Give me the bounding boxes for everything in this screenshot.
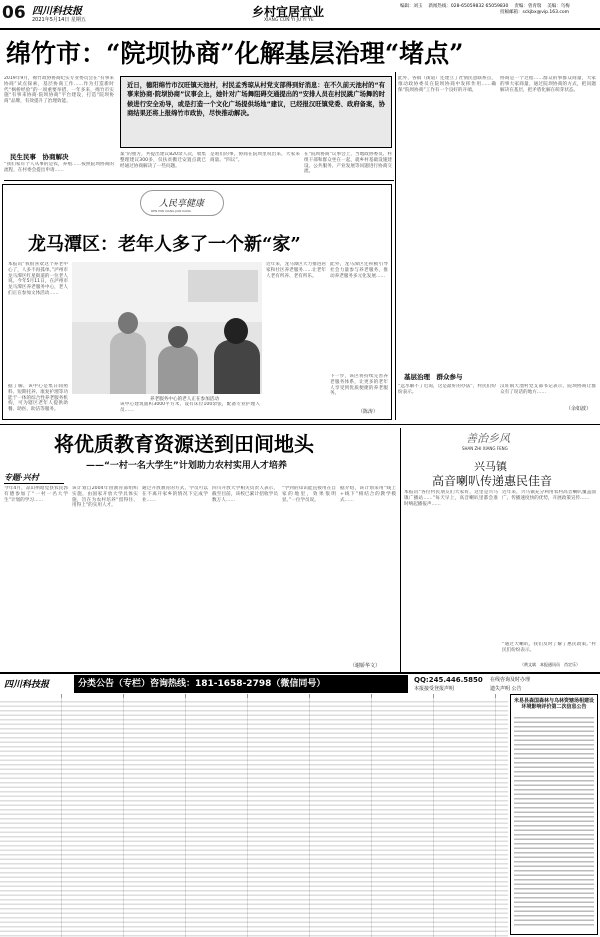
article1-body-col4: 在“院坝协商”议事会上，当地政协委员、村组干部和群众坐在一起，就乡村基础设施建设、公共服务、产业发展等问题进行协商交流。	[304, 152, 392, 175]
ads-banner-text: 分类公告（专栏）咨询热线：181-1658-2798（微信同号）	[78, 679, 326, 689]
article2-body-col2: 该中心建筑面积3000平方米，设有床位100余张，配备专业护理人员……	[120, 402, 260, 413]
article1-right-col1b: “远水解不了近渴，这是最好的办法”，村民们纷纷表示。	[398, 384, 496, 395]
article1-byline: （余如波）	[566, 406, 592, 412]
article2-kicker: 人民享健康	[159, 199, 205, 209]
issue-date: 2021年5月14日 星期五	[32, 17, 86, 23]
article1-body-col1b: “我们家有个人从事的是农，养殖……按照院坝协商的流程，在村委会提出申请……	[4, 162, 114, 173]
article1-body-col1: 2019年9月，绵竹政协协商纪实专业委员会在“有事来协商”试点探索，基层协商工作……作为打造新时代“枫桥经验”的一项重要举措，一年多来，绵竹市实施“有事来协商·院坝协商”平台建设，打造“院坝协商”品牌，有效提升了治理效能。	[4, 76, 114, 105]
photo-person-left-head	[118, 312, 138, 334]
article1-lead-box	[120, 76, 392, 148]
article4-kicker: 善治乡风	[466, 432, 510, 445]
article3-title: 将优质教育资源送到田间地头	[54, 432, 314, 456]
ads-notice-1: 在线咨询及时办理	[490, 677, 531, 683]
article3-body-col6: 据介绍，该计划采用“线上+线下”相结合的教学模式……	[340, 486, 396, 503]
ads-header	[0, 675, 600, 693]
article2-kicker-pinyin: REN MIN XIANG JIAN KANG	[151, 209, 191, 213]
paper-name: 四川科技报	[32, 6, 82, 17]
header-rule	[0, 28, 600, 30]
article3-body-col1: 今年4月，凉山州昭觉县农民郭有德参加了“一村一名大学生”计划的学习……	[4, 486, 68, 503]
vrule-right-column	[395, 72, 396, 420]
section-title: 乡村宜居宜业	[252, 5, 325, 19]
ads-notice-2: 本报接受登报声明	[414, 686, 455, 692]
ads-paper-name: 四川科技报	[4, 680, 50, 690]
article2-byline: （陈涛）	[358, 409, 379, 415]
ads-right-notice	[510, 694, 598, 935]
article2-body-col1: 本报讯“我很喜欢这个养老中心了，人多不再孤单。”泸州市龙马潭区红星街道的一位老人说。今年5月11日，在泸州市龙马潭区养老服务中心，老人们正在参加文体活动……	[8, 262, 68, 296]
article2-photo-caption: 养老服务中心的老人正在参加活动	[150, 397, 219, 402]
submission-email: 投稿邮箱：sckjbx@vip.163.com	[500, 10, 570, 15]
designer: 美编：乌梅	[547, 4, 570, 9]
article4-byline: （黄文斌 本报通讯员 肖定乐）	[520, 662, 580, 667]
photo-person-center-head	[168, 326, 188, 348]
ads-right-subtitle: 环境影响评价第二次信息公告	[521, 704, 587, 710]
article1-right-col2: 协商是一个过程……群众的事群众商量，大家的事大家商量，通过院坝协商的方式，把问题解决在基层，把矛盾化解在萌芽状态。	[500, 76, 596, 93]
page-number: 06	[2, 3, 26, 23]
article4-body-col1: 本报讯“各位村民朋友们大家好，这里是兴马镇广播站……”每天早上，高音喇叭里都会准时响起播报声……	[404, 490, 498, 507]
hotline-2: 65059830	[485, 4, 509, 9]
photo-person-right-head	[224, 318, 248, 344]
article3-kicker: 专题·兴村	[4, 472, 64, 484]
article1-title: 绵竹市：“院坝协商”化解基层治理“堵点”	[6, 39, 464, 68]
article4-body-col2: 近年来，兴马镇充分利用农村高音喇叭覆盖面广、传播速度快的优势，开展政策宣传……	[502, 490, 596, 501]
article2-body-col4b: 下一步，该区将持续完善养老服务体系，让更多的老年人享受到优质便捷的养老服务。	[330, 374, 388, 397]
ads-notice-3: 遗失声明 公告	[490, 686, 522, 692]
article1-subhead-1: 民生民事 协商解决	[10, 153, 69, 161]
photo-person-center-body	[158, 346, 198, 394]
article1-lead: 近日，德阳绵竹市汉旺镇天池村，村民孟秀琼从村党支部得到好消息：在不久前天池村的“有事来协商·院坝协商”议事会上，她针对广场舞阻碍交通提出的“安排人员在村民跳广场舞的时候进行安全劝导，或是打造一个文化广场提供场地”建议，已经报汉旺镇党委、政府备案，协商结果还将上报绵竹市政协，尽快推动解决。	[127, 82, 385, 118]
masthead	[0, 0, 600, 28]
article3-byline: （谢娇华文）	[350, 663, 381, 669]
article1-body-col3: 是咱们的事，协商在院坝里说出来，大家来商量。“四议”。	[210, 152, 300, 163]
article2-photo	[72, 262, 262, 394]
article1-body-col2: 案”的重方，共提出建议820余人次，收集整理建议300多，仅扶贫搬迁安置点就已经通过协商解决了一些问题。	[120, 152, 206, 169]
article2-title: 龙马潭区：老年人多了一个新“家”	[28, 234, 301, 255]
article1-right-col2b: 汉旺镇天池村党支部书记表示，院坝协商让群众有了说话的地方……	[500, 384, 596, 395]
ads-qq: QQ:245.446.5850	[414, 676, 483, 684]
article3-body-col4: 四川开放大学相关负责人表示，截至目前，该校已累计招收学员数万人……	[212, 486, 278, 503]
section-pinyin: XIANG CUN YI JU YI YE	[264, 18, 314, 23]
article4-body-col2b: “通过大喇叭，我们及时了解了惠民政策。”村民们纷纷表示。	[502, 642, 596, 653]
article3-body-col3: 通过开放教育的方式，学员可以在不离开家乡的情况下完成学业……	[142, 486, 208, 503]
hotline: 新闻热线：028-65059832	[428, 4, 485, 9]
ads-right-title: 米易县森国森林与乌林资辖场相建设	[513, 698, 594, 704]
article1-right-col1: 此外，各镇（街道）还建立了社情民意联系点，推动政协委员在院坝协商中发挥作用……确保“院坝协商”工作有一个良好的开端。	[398, 76, 496, 93]
ads-text-fill	[0, 698, 508, 937]
photo-person-right-body	[214, 340, 260, 394]
rule-under-article1	[4, 180, 394, 181]
article4-title-2: 高音喇叭传递惠民佳音	[432, 474, 553, 488]
article2-body-col4: 此外，龙马潭区还积极引导社会力量参与养老服务，推动养老服务多元化发展……	[330, 262, 388, 279]
rule-above-ads	[0, 672, 600, 674]
article4-title-1: 兴马镇	[474, 460, 507, 473]
ads-banner	[74, 675, 408, 693]
article1-subhead-2: 基层治理 群众参与	[404, 373, 463, 381]
photo-cabinet	[188, 270, 258, 302]
article2-body-col1b: 据了解，该中心是集日间照料、短期托养、康复护理等功能于一体的综合性养老服务机构，可为辖区老年人提供助餐、助医、助洁等服务。	[8, 384, 68, 413]
photo-person-left-body	[110, 332, 146, 394]
article2-kicker-badge	[140, 190, 224, 216]
rule-above-article3	[0, 424, 600, 425]
vrule-article4	[400, 428, 401, 672]
article2-body-col3: 近年来，龙马潭区大力推进居家和社区养老服务……让老年人老有所养、老有所乐。	[266, 262, 326, 279]
chief-editor: 责编：曾青瑞	[514, 4, 542, 9]
article3-body-col2: 该计划自2004年由教育部组织实施，由国家开放大学具体实施，旨在为农村培养“留得住、用得上”的实用人才。	[72, 486, 138, 509]
article4-kicker-pinyin: SHAN ZHI XIANG FENG	[462, 446, 508, 451]
ads-right-body	[514, 714, 594, 928]
editor: 编辑：刘玉	[400, 4, 423, 9]
article3-body-col5: “学到的知识能直接用在自家的地里，效果很明显。”一位学员说。	[282, 486, 336, 503]
header-meta	[400, 4, 598, 16]
article3-subtitle: ——“一村一名大学生”计划助力农村实用人才培养	[86, 461, 287, 471]
